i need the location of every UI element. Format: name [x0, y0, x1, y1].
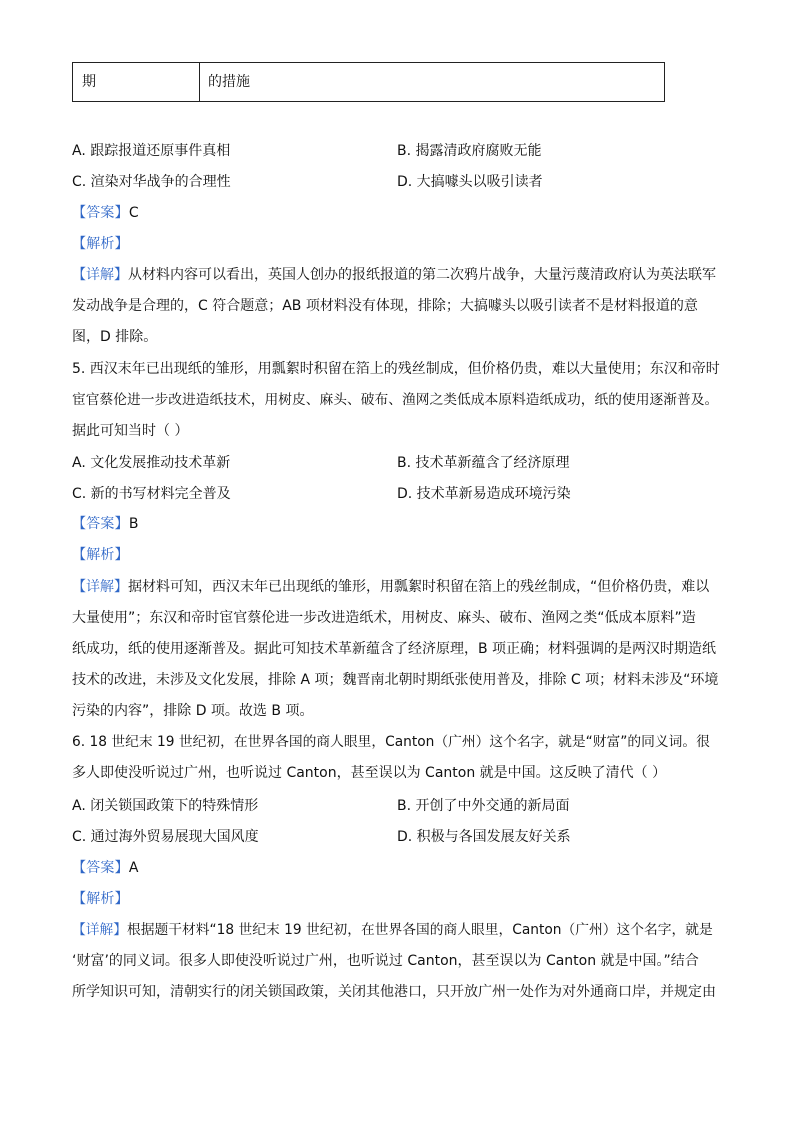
answer-tag: 【答案】	[72, 205, 129, 221]
answer-value: B	[128, 516, 139, 532]
q5-option-d: D. 技术革新易造成环境污染	[397, 486, 571, 502]
analysis-tag: 【解析】	[72, 891, 129, 907]
q6-stem	[72, 727, 720, 789]
q4-option-b: B. 揭露清政府腐败无能	[397, 143, 542, 159]
q5-options-row-2	[72, 484, 720, 504]
table-cell-period: 期	[73, 63, 200, 101]
q5-stem	[72, 354, 720, 447]
q6-detail-line-2: ‘财富’的同义词。很多人即使没听说过广州，也听说过 Canton，甚至误以为 Canton 就是中国。”结合	[72, 953, 699, 969]
q5-stem-line-2: 宦官蔡伦进一步改进造纸技术，用树皮、麻头、破布、渔网之类低成本原料造纸成功，纸的使用逐渐普及。	[72, 392, 719, 408]
q5-detail-line-5: 污染的内容”，排除 D 项。故选 B 项。	[72, 703, 314, 719]
q4-options-row-1	[72, 141, 720, 161]
q4-option-c: C. 渲染对华战争的合理性	[72, 174, 231, 190]
q5-option-b: B. 技术革新蕴含了经济原理	[397, 455, 570, 471]
q5-options-row-1	[72, 453, 720, 473]
q6-option-d: D. 积极与各国发展友好关系	[397, 829, 571, 845]
q5-stem-line-1: 5. 西汉末年已出现纸的雏形，用瓢絮时积留在箔上的残丝制成，但价格仍贵，难以大量使用；东汉和帝时	[72, 361, 720, 377]
q6-option-b: B. 开创了中外交通的新局面	[397, 798, 570, 814]
q4-answer	[72, 203, 139, 223]
analysis-tag: 【解析】	[72, 236, 129, 252]
detail-tag: 【详解】	[72, 922, 128, 938]
answer-value: A	[128, 860, 139, 876]
q6-option-c: C. 通过海外贸易展现大国风度	[72, 829, 259, 845]
table-cell-measures: 的措施	[208, 74, 250, 90]
q5-analysis-heading	[72, 545, 129, 565]
analysis-tag: 【解析】	[72, 547, 129, 563]
answer-tag: 【答案】	[72, 860, 129, 876]
answer-tag: 【答案】	[72, 516, 129, 532]
q5-detail-line-4: 技术的改进，未涉及文化发展，排除 A 项；魏晋南北朝时期纸张使用普及，排除 C 项；材料未涉及“环境	[72, 672, 719, 688]
q6-options-row-1	[72, 796, 720, 816]
q5-detail-line-2: 大量使用”；东汉和帝时宦官蔡伦进一步改进造纸术，用树皮、麻头、破布、渔网之类“低成本原料”造	[72, 610, 696, 626]
q5-detail-line-3: 纸成功，纸的使用逐渐普及。据此可知技术革新蕴含了经济原理，B 项正确；材料强调的是两汉时期造纸	[72, 641, 717, 657]
q4-detail	[72, 260, 720, 353]
detail-tag: 【详解】	[72, 267, 128, 283]
q5-stem-line-3: 据此可知当时（ ）	[72, 423, 189, 439]
q4-option-a: A. 跟踪报道还原事件真相	[72, 143, 231, 159]
q5-option-a: A. 文化发展推动技术革新	[72, 455, 231, 471]
q4-detail-line-3: 图，D 排除。	[72, 329, 158, 345]
q6-option-a: A. 闭关锁国政策下的特殊情形	[72, 798, 259, 814]
q4-analysis-heading	[72, 234, 129, 254]
q4-options-row-2	[72, 172, 720, 192]
q6-detail-line-1: 【详解】根据题干材料“18 世纪末 19 世纪初，在世界各国的商人眼里，Canton（广州）这个名字，就是	[72, 922, 713, 938]
q5-detail-line-1: 【详解】据材料可知，西汉末年已出现纸的雏形，用瓢絮时积留在箔上的残丝制成，“但价格仍贵，难以	[72, 579, 710, 595]
q4-option-d: D. 大搞噱头以吸引读者	[397, 174, 543, 190]
q6-analysis-heading	[72, 889, 129, 909]
q6-stem-line-1: 6. 18 世纪末 19 世纪初，在世界各国的商人眼里，Canton（广州）这个名字，就是“财富”的同义词。很	[72, 734, 710, 750]
answer-value: C	[128, 205, 139, 221]
q6-stem-line-2: 多人即使没听说过广州，也听说过 Canton，甚至误以为 Canton 就是中国。这反映了清代（ ）	[72, 765, 667, 781]
q5-detail	[72, 572, 720, 727]
q6-answer	[72, 858, 139, 878]
q6-detail-line-3: 所学知识可知，清朝实行的闭关锁国政策，关闭其他港口，只开放广州一处作为对外通商口岸，并规定由	[72, 984, 716, 1000]
q5-option-c: C. 新的书写材料完全普及	[72, 486, 231, 502]
q6-detail	[72, 915, 720, 1008]
q5-answer	[72, 514, 139, 534]
q4-detail-line-1: 【详解】从材料内容可以看出，英国人创办的报纸报道的第二次鸦片战争，大量污蔑清政府认为英法联军	[72, 267, 716, 283]
q6-options-row-2	[72, 827, 720, 847]
table-fragment	[72, 62, 665, 102]
q4-detail-line-2: 发动战争是合理的，C 符合题意；AB 项材料没有体现，排除；大搞噱头以吸引读者不是材料报道的意	[72, 298, 698, 314]
detail-tag: 【详解】	[72, 579, 128, 595]
